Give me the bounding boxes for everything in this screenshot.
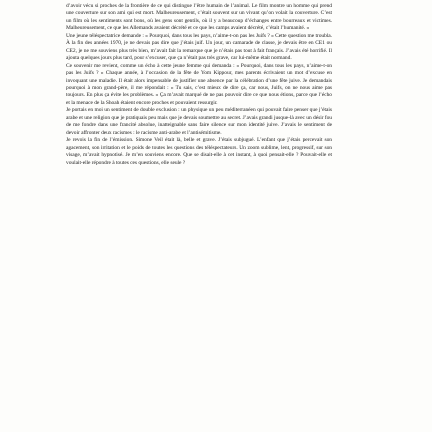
paragraph-4: Je portais en moi un sentiment de double exclusion : un physique un peu méditerranéen qui pouvait faire penser que j’étais arabe et une religion que je pratiquais peu mais que je devais soumettre au secret. J’avais grandi jusque-là avec un désir fou de me fondre dans une francité absolue, inatteignable sans faire silence sur mon identité juive. J’avais le sentiment de devoir affronter deux racismes : le racisme anti-arabe et l’antisémitisme. <box>66 107 332 136</box>
paragraph-2: Une jeune téléspectatrice demande : « Pourquoi, dans tous les pays, n’aime-t-on pas les Juifs ? » Cette question me troubla. À la fin des années 1970, je ne devais pas dire que j’étais juif. Un jour, un camarade de classe, je devais être en CE1 ou CE2, je ne me souviens plus très bien, m’avait fait la remarque que je n’étais pas tout à fait français. J’avais été horrifié. Il ajouta quelques jours plus tard, pour s’excuser, que ça n’était pas très grave, car lui-même était normand. <box>66 32 332 62</box>
paragraph-5: Je revois la fin de l’émission. Simone Veil était là, belle et grave. J’étais subjugué. L’enfant que j’étais percevait son agacement, son irritation et le poids de toutes les questions des téléspectateurs. Un zoom sublime, lent, progressif, sur son visage, m’avait hypnotisé. Je m’en souviens encore. Que se disait-elle à cet instant, à quoi pensait-elle ? Pouvait-elle et voulait-elle répondre à toutes ces questions, elle seule ? <box>66 137 332 166</box>
paragraph-1: d’avoir vécu si proches de la frontière de ce qui distingue l’être humain de l’animal. Le film montre un homme qui prend une couverture sur son ami qui est mort. Malheureusement, c’était souvent sur un vivant qu’on volait la couverture. C’est un film où les sentiments sont bons, où les gens sont gentils, où il y a beaucoup d’échanges entre bourreaux et victimes. Malheureusement, ce que les Allemands avaient décrété et ce que les camps avaient décrété, c’était l’humanité. » <box>66 3 332 32</box>
paragraph-3: Ce souvenir me revient, comme un écho à cette jeune femme qui demanda : « Pourquoi, dans tous les pays, n’aime-t-on pas les Juifs ? » Chaque année, à l’occasion de la fête de Yom Kippour, mes parents écrivaient un mot d’excuse en invoquant une maladie. Il était alors impensable de justifier une absence par la célébration d’une fête juive. Je demandais pourquoi à mon grand-père, il me répondait : « Tu sais, c’est mieux de dire ça, car nous, Juifs, on ne nous aime pas toujours. En plus ça évite les problèmes. » Ça m’avait marqué de ne pas pouvoir dire ce que nous étions, parce que l’écho et la menace de la Shoah étaient encore proches et pouvaient ressurgir. <box>66 62 332 106</box>
text-column <box>66 3 332 167</box>
